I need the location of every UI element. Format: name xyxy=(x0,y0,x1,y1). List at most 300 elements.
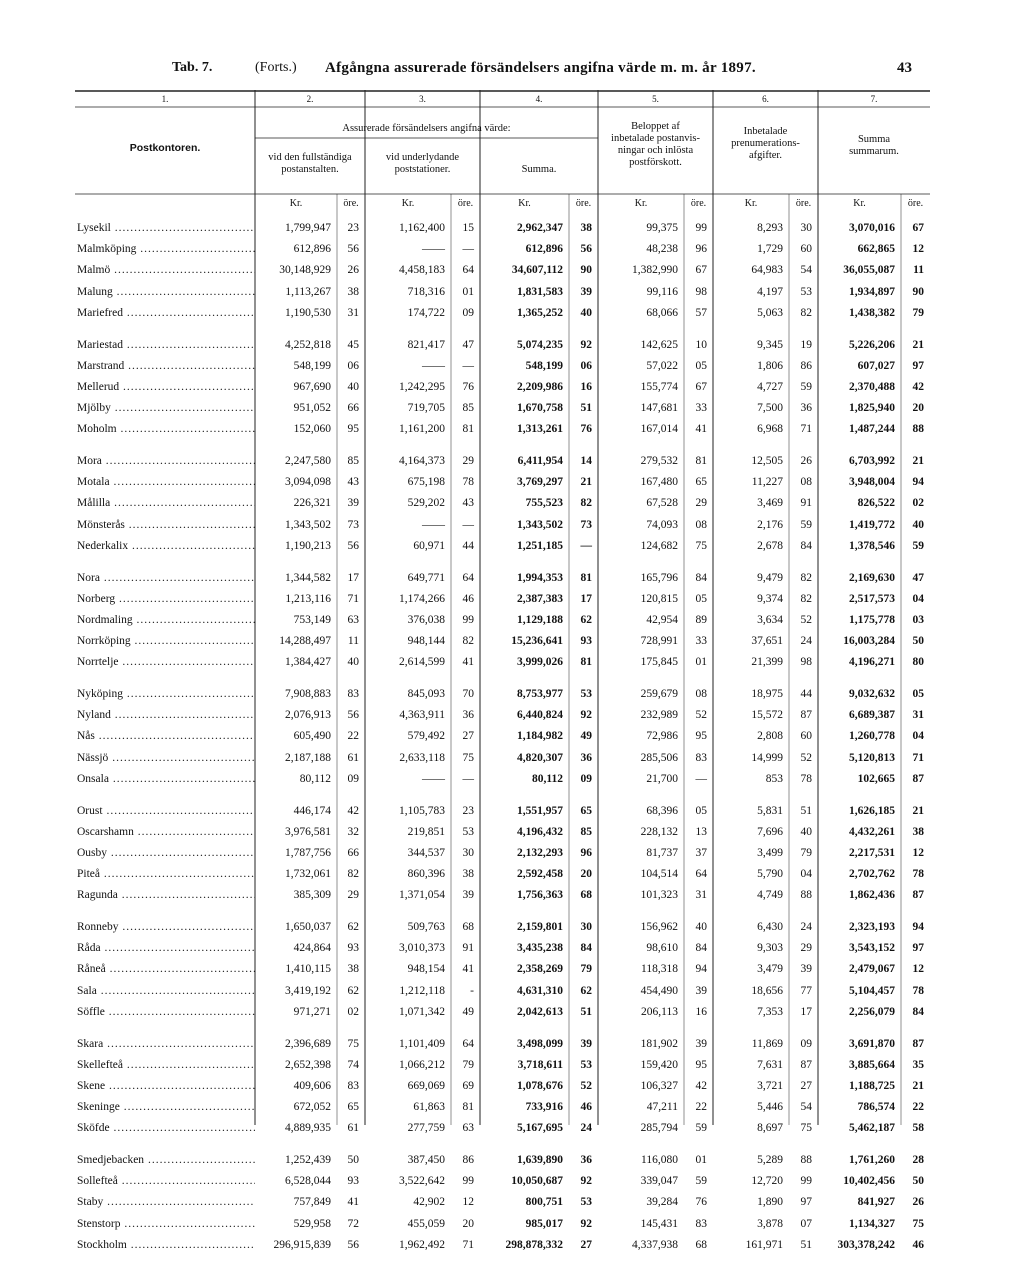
c4-kronor: 2,387,383 xyxy=(517,592,563,605)
c5-kronor: 124,682 xyxy=(640,539,678,552)
c5-kronor: 206,113 xyxy=(641,1005,678,1018)
c7-kronor: 3,691,870 xyxy=(849,1037,895,1050)
c3-ore: 36 xyxy=(462,709,474,722)
c3-kronor: 845,093 xyxy=(407,688,445,700)
post-office-name: Mönsterås ..... xyxy=(77,515,255,535)
c7-kronor: 5,104,457 xyxy=(849,984,895,997)
c6-ore: 59 xyxy=(800,518,812,531)
c2-kronor: 7,908,883 xyxy=(285,688,331,700)
c3-kronor: 948,144 xyxy=(407,635,445,648)
c4-ore: 09 xyxy=(580,772,592,785)
c3-kronor: 860,396 xyxy=(407,868,445,881)
c6-ore: 82 xyxy=(800,592,812,605)
c4-ore: 49 xyxy=(580,730,592,743)
c2-ore: 82 xyxy=(347,868,359,881)
c6-ore: 88 xyxy=(800,1154,812,1166)
c7-kronor: 1,188,725 xyxy=(849,1079,895,1092)
c7-ore: 79 xyxy=(912,306,924,319)
c2-kronor: 1,190,213 xyxy=(285,539,331,552)
c4-ore: 46 xyxy=(580,1101,592,1114)
c2-ore: 45 xyxy=(347,338,359,351)
c2-kronor: 753,149 xyxy=(293,613,331,626)
c4-kronor: 5,074,235 xyxy=(517,338,563,351)
c3-ore: - xyxy=(470,984,474,997)
c5-kronor: 159,420 xyxy=(640,1058,678,1071)
c2-kronor: 424,864 xyxy=(293,942,331,955)
c6-ore: 77 xyxy=(800,984,812,997)
c6-kronor: 2,176 xyxy=(757,518,783,531)
c7-kronor: 786,574 xyxy=(857,1101,895,1114)
c3-kronor: 1,174,266 xyxy=(399,592,445,605)
c7-ore: 21 xyxy=(912,338,924,351)
c3-ore: 27 xyxy=(462,730,474,743)
c3-kronor: 1,101,409 xyxy=(399,1037,445,1050)
c3-kronor: 60,971 xyxy=(413,539,445,552)
c6-kronor: 9,374 xyxy=(757,592,783,605)
c2-ore: 93 xyxy=(347,1175,359,1188)
c6-kronor: 11,869 xyxy=(751,1037,783,1050)
column-number-6: 6. xyxy=(762,94,769,104)
c2-ore: 31 xyxy=(347,306,359,319)
c6-ore: 79 xyxy=(800,846,812,859)
c3-kronor: 3,522,642 xyxy=(399,1175,445,1188)
c4-kronor: 1,639,890 xyxy=(517,1154,563,1166)
c7-ore: 02 xyxy=(912,497,924,510)
c2-kronor: 4,252,818 xyxy=(285,338,331,351)
c5-ore: 37 xyxy=(695,846,707,859)
c5-ore: 57 xyxy=(695,306,707,319)
unit-ore: öre. xyxy=(575,198,592,209)
post-office-name: Staby ..... xyxy=(77,1192,255,1212)
c6-ore: 39 xyxy=(800,963,812,976)
c5-kronor: 21,700 xyxy=(646,772,678,785)
c2-ore: 23 xyxy=(347,222,359,234)
c5-kronor: 101,323 xyxy=(640,889,678,902)
table-row xyxy=(75,864,930,884)
c2-kronor: 3,419,192 xyxy=(285,984,331,997)
c3-ore: 63 xyxy=(462,1122,474,1135)
unit-kr: Kr. xyxy=(744,198,758,209)
c5-ore: 89 xyxy=(695,613,707,626)
c3-ore: 69 xyxy=(462,1079,474,1092)
post-office-name: Söffle ..... xyxy=(77,1002,255,1022)
c2-ore: 17 xyxy=(347,571,359,584)
table-row xyxy=(75,377,930,397)
table-row xyxy=(75,1034,930,1054)
c4-kronor: 2,358,269 xyxy=(517,963,563,976)
c4-ore: 27 xyxy=(580,1238,592,1251)
c7-ore: 78 xyxy=(912,868,924,881)
table-row xyxy=(75,652,930,672)
c2-ore: 40 xyxy=(347,656,359,669)
c3-ore: 47 xyxy=(462,338,474,351)
c4-kronor: 298,878,332 xyxy=(505,1238,563,1251)
c7-kronor: 1,825,940 xyxy=(849,402,895,415)
c5-ore: 01 xyxy=(695,1154,707,1166)
c7-ore: 21 xyxy=(912,1079,924,1092)
c6-kronor: 37,651 xyxy=(751,635,783,648)
c2-kronor: 2,187,188 xyxy=(285,751,331,764)
table-row xyxy=(75,1055,930,1075)
table-row xyxy=(75,705,930,725)
c5-ore: 67 xyxy=(695,264,707,277)
col5-header-line: ningar och inlösta xyxy=(617,145,694,156)
c4-kronor: 733,916 xyxy=(525,1101,563,1114)
c7-ore: 75 xyxy=(912,1217,924,1230)
table-row xyxy=(75,1214,930,1234)
table-row xyxy=(75,493,930,513)
unit-kr: Kr. xyxy=(289,198,303,209)
c5-kronor: 228,132 xyxy=(640,825,678,838)
post-office-name: Stockholm ..... xyxy=(77,1235,255,1255)
c7-ore: 21 xyxy=(912,804,924,817)
table-row xyxy=(75,610,930,630)
c3-ore: 75 xyxy=(462,751,474,764)
c5-ore: 31 xyxy=(695,889,707,902)
c3-ore: 70 xyxy=(462,688,474,700)
c5-kronor: 68,066 xyxy=(646,306,678,319)
c3-kronor: 719,705 xyxy=(407,402,445,415)
c6-ore: 52 xyxy=(800,613,812,626)
c2-kronor: 3,094,098 xyxy=(285,476,331,489)
c7-kronor: 102,665 xyxy=(857,772,895,785)
c5-ore: 84 xyxy=(695,942,707,955)
c3-kronor: —— xyxy=(422,518,445,531)
c6-kronor: 1,890 xyxy=(757,1196,783,1209)
c3-ore: 64 xyxy=(462,1037,474,1050)
c7-ore: 04 xyxy=(912,730,924,743)
c4-ore: 79 xyxy=(580,963,592,976)
c4-ore: 81 xyxy=(580,571,592,584)
c5-kronor: 167,014 xyxy=(640,423,678,436)
c6-kronor: 3,878 xyxy=(757,1217,783,1230)
c3-ore: 44 xyxy=(462,539,474,552)
c6-ore: 04 xyxy=(800,868,812,881)
post-office-name: Mariefred ..... xyxy=(77,303,255,323)
c5-kronor: 68,396 xyxy=(646,804,678,817)
c3-ore: 23 xyxy=(462,804,474,817)
c6-kronor: 7,353 xyxy=(757,1005,783,1018)
table-row xyxy=(75,282,930,302)
c3-ore: 49 xyxy=(462,1005,474,1018)
c5-ore: 05 xyxy=(695,804,707,817)
post-office-name: Norrtelje ..... xyxy=(77,652,255,672)
c3-kronor: 1,105,783 xyxy=(399,804,445,817)
c7-kronor: 2,517,573 xyxy=(849,592,895,605)
post-office-name: Norrköping ..... xyxy=(77,631,255,651)
col3-header-line: poststationer. xyxy=(394,164,451,175)
c7-ore: 97 xyxy=(912,359,924,372)
c3-ore: — xyxy=(462,772,474,785)
c7-ore: 12 xyxy=(912,243,924,256)
c5-kronor: 99,375 xyxy=(646,222,678,234)
post-office-name: Ronneby ..... xyxy=(77,917,255,937)
c7-kronor: 1,761,260 xyxy=(849,1154,895,1166)
c7-ore: 22 xyxy=(912,1101,924,1114)
c4-ore: 21 xyxy=(580,476,592,489)
c5-ore: 08 xyxy=(695,688,707,700)
c2-ore: 85 xyxy=(347,455,359,467)
c3-ore: 81 xyxy=(462,1101,474,1114)
c6-ore: 86 xyxy=(800,359,812,372)
post-office-name: Malmköping ..... xyxy=(77,239,255,259)
c7-ore: 97 xyxy=(912,942,924,955)
c6-kronor: 5,289 xyxy=(757,1154,783,1166)
c7-kronor: 1,260,778 xyxy=(849,730,895,743)
c5-kronor: 142,625 xyxy=(640,338,678,351)
c6-kronor: 4,749 xyxy=(757,889,783,902)
table-row xyxy=(75,451,930,471)
c7-ore: 20 xyxy=(912,402,924,415)
post-office-name: Ousby ..... xyxy=(77,843,255,863)
c2-kronor: 605,490 xyxy=(293,730,331,743)
c6-kronor: 21,399 xyxy=(751,656,783,669)
c5-kronor: 339,047 xyxy=(640,1175,678,1188)
table-row xyxy=(75,589,930,609)
c2-ore: 61 xyxy=(347,751,359,764)
c5-ore: 13 xyxy=(695,825,707,838)
c4-ore: 20 xyxy=(580,868,592,881)
c4-ore: 52 xyxy=(580,1079,592,1092)
table-row xyxy=(75,843,930,863)
c6-ore: 24 xyxy=(800,635,812,648)
c6-ore: 97 xyxy=(800,1196,812,1209)
table-row xyxy=(75,981,930,1001)
c5-ore: 83 xyxy=(695,1217,707,1230)
c6-ore: 54 xyxy=(800,1101,812,1114)
c7-ore: 94 xyxy=(912,476,924,489)
c2-kronor: 971,271 xyxy=(293,1005,331,1018)
c5-ore: 41 xyxy=(695,423,707,436)
c3-ore: 41 xyxy=(462,963,474,976)
c6-ore: 71 xyxy=(800,423,812,436)
c6-kronor: 853 xyxy=(765,772,783,785)
c3-kronor: 649,771 xyxy=(407,571,445,584)
post-office-name: Marstrand ..... xyxy=(77,356,255,376)
c4-kronor: 8,753,977 xyxy=(517,688,563,700)
c4-ore: 85 xyxy=(580,825,592,838)
c3-ore: 79 xyxy=(462,1058,474,1071)
c7-ore: 50 xyxy=(912,1175,924,1188)
c4-ore: 53 xyxy=(580,1058,592,1071)
c5-kronor: 104,514 xyxy=(640,868,678,881)
c5-kronor: 4,337,938 xyxy=(632,1238,678,1251)
c2-kronor: 226,321 xyxy=(293,497,331,510)
c7-kronor: 1,487,244 xyxy=(849,423,895,436)
c2-ore: 74 xyxy=(347,1058,359,1071)
c4-kronor: 15,236,641 xyxy=(511,635,563,648)
c6-kronor: 3,499 xyxy=(757,846,783,859)
c5-kronor: 1,382,990 xyxy=(632,264,678,277)
c2-ore: 50 xyxy=(347,1154,359,1166)
table-row xyxy=(75,1002,930,1022)
table-row xyxy=(75,239,930,259)
c2-ore: 56 xyxy=(347,539,359,552)
c4-ore: 14 xyxy=(580,455,592,467)
c5-ore: 33 xyxy=(695,402,707,415)
c5-kronor: 156,962 xyxy=(640,921,678,933)
c4-kronor: 4,631,310 xyxy=(517,984,563,997)
c3-kronor: 821,417 xyxy=(407,338,445,351)
c3-ore: 12 xyxy=(462,1196,474,1209)
c4-kronor: 4,820,307 xyxy=(517,751,563,764)
post-office-name: Moholm ..... xyxy=(77,419,255,439)
c2-kronor: 1,252,439 xyxy=(285,1154,331,1166)
c5-kronor: 48,238 xyxy=(646,243,678,256)
c3-ore: 39 xyxy=(462,889,474,902)
post-office-name: Nyland ..... xyxy=(77,705,255,725)
table-row xyxy=(75,260,930,280)
c3-ore: 76 xyxy=(462,380,474,393)
c6-kronor: 5,831 xyxy=(757,804,783,817)
c7-kronor: 1,175,778 xyxy=(849,613,895,626)
c7-kronor: 5,226,206 xyxy=(849,338,895,351)
c5-ore: 01 xyxy=(695,656,707,669)
c4-kronor: 2,159,801 xyxy=(517,921,563,933)
c2-kronor: 80,112 xyxy=(299,772,331,785)
c5-kronor: 42,954 xyxy=(646,613,678,626)
c4-ore: 53 xyxy=(580,1196,592,1209)
c2-ore: 11 xyxy=(347,635,359,648)
c3-ore: 99 xyxy=(462,1175,474,1188)
c3-kronor: 42,902 xyxy=(413,1196,445,1209)
c6-ore: 51 xyxy=(800,804,812,817)
c7-ore: 87 xyxy=(912,1037,924,1050)
c6-kronor: 3,479 xyxy=(757,963,783,976)
c3-kronor: 376,038 xyxy=(407,613,445,626)
post-office-name: Skene ..... xyxy=(77,1076,255,1096)
post-office-name: Målilla ..... xyxy=(77,493,255,513)
c6-kronor: 7,696 xyxy=(757,825,783,838)
c4-ore: 38 xyxy=(580,222,592,234)
c4-ore: 92 xyxy=(580,709,592,722)
c7-kronor: 1,438,382 xyxy=(849,306,895,319)
c5-ore: 39 xyxy=(695,1037,707,1050)
c6-ore: 27 xyxy=(800,1079,812,1092)
column-number-2: 2. xyxy=(306,94,314,104)
c7-kronor: 4,196,271 xyxy=(849,656,895,669)
table-row xyxy=(75,726,930,746)
c6-ore: 98 xyxy=(800,656,812,669)
c2-kronor: 409,606 xyxy=(293,1079,331,1092)
c7-kronor: 36,055,087 xyxy=(843,264,895,277)
c4-ore: 62 xyxy=(580,984,592,997)
c4-ore: 92 xyxy=(580,1175,592,1188)
c3-ore: 71 xyxy=(462,1238,474,1251)
c7-kronor: 16,003,284 xyxy=(843,635,895,648)
c7-ore: 28 xyxy=(912,1154,924,1166)
c4-ore: 73 xyxy=(580,518,592,531)
c2-kronor: 612,896 xyxy=(293,243,331,256)
c7-ore: 12 xyxy=(912,963,924,976)
post-office-name: Malmö ..... xyxy=(77,260,255,280)
c6-kronor: 64,983 xyxy=(751,264,783,277)
c5-ore: 81 xyxy=(695,455,707,467)
c6-ore: 08 xyxy=(800,476,812,489)
c2-kronor: 1,344,582 xyxy=(285,571,331,584)
c7-ore: 12 xyxy=(912,846,924,859)
post-office-name: Nyköping ..... xyxy=(77,684,255,704)
c2-ore: 95 xyxy=(347,423,359,436)
c3-kronor: 1,212,118 xyxy=(399,984,445,997)
c4-kronor: 2,962,347 xyxy=(517,222,563,234)
c4-kronor: 1,831,583 xyxy=(517,285,563,298)
c5-ore: 05 xyxy=(695,359,707,372)
post-office-name: Norberg ..... xyxy=(77,589,255,609)
table-row xyxy=(75,536,930,556)
c2-kronor: 951,052 xyxy=(293,402,331,415)
c4-kronor: 1,313,261 xyxy=(517,423,563,436)
c3-ore: 01 xyxy=(462,285,474,298)
c5-kronor: 165,796 xyxy=(640,571,678,584)
c7-ore: 84 xyxy=(912,1005,924,1018)
c7-ore: 59 xyxy=(912,539,924,552)
c5-kronor: 47,211 xyxy=(646,1101,678,1114)
c3-ore: 30 xyxy=(462,846,474,859)
c5-ore: 95 xyxy=(695,1058,707,1071)
c6-kronor: 7,631 xyxy=(757,1058,783,1071)
c4-ore: 24 xyxy=(580,1122,592,1135)
post-office-name: Oscarshamn ..... xyxy=(77,822,255,842)
c6-ore: 07 xyxy=(800,1217,812,1230)
post-office-name: Motala ..... xyxy=(77,472,255,492)
c7-ore: 71 xyxy=(912,751,924,764)
col6-header-line: Inbetalade xyxy=(743,126,788,137)
col2-header-line: postanstalten. xyxy=(281,164,339,175)
c4-ore: 17 xyxy=(580,592,592,605)
c2-ore: 29 xyxy=(347,889,359,902)
c3-ore: 20 xyxy=(462,1217,474,1230)
c2-kronor: 1,190,530 xyxy=(285,306,331,319)
c2-kronor: 1,410,115 xyxy=(285,963,331,976)
c4-kronor: 2,592,458 xyxy=(517,868,563,881)
c3-kronor: 509,763 xyxy=(407,921,445,933)
c6-kronor: 12,720 xyxy=(751,1175,783,1188)
c4-kronor: 2,132,293 xyxy=(517,846,563,859)
c2-ore: 73 xyxy=(347,518,359,531)
c2-kronor: 529,958 xyxy=(293,1217,331,1230)
c6-ore: 17 xyxy=(800,1005,812,1018)
c2-ore: 38 xyxy=(347,285,359,298)
c6-kronor: 9,303 xyxy=(757,942,783,955)
col6-header xyxy=(713,126,818,162)
c2-ore: 66 xyxy=(347,846,359,859)
c4-ore: 16 xyxy=(580,380,592,393)
c5-kronor: 81,737 xyxy=(646,846,678,859)
c3-kronor: —— xyxy=(422,359,445,372)
c6-ore: 52 xyxy=(800,751,812,764)
c4-ore: 30 xyxy=(580,921,592,933)
c2-kronor: 296,915,839 xyxy=(273,1238,331,1251)
c3-kronor: 2,614,599 xyxy=(399,656,445,669)
c2-kronor: 152,060 xyxy=(293,423,331,436)
post-office-name: Nässjö ..... xyxy=(77,748,255,768)
c2-ore: 06 xyxy=(347,359,359,372)
c4-ore: 92 xyxy=(580,1217,592,1230)
c2-kronor: 967,690 xyxy=(293,380,331,393)
c5-kronor: 279,532 xyxy=(640,455,678,467)
c4-ore: 65 xyxy=(580,804,592,817)
c7-ore: 04 xyxy=(912,592,924,605)
post-office-name: Nora ..... xyxy=(77,568,255,588)
c6-kronor: 1,806 xyxy=(757,359,783,372)
table-row xyxy=(75,568,930,588)
c4-ore: 84 xyxy=(580,942,592,955)
c4-ore: 82 xyxy=(580,497,592,510)
table-row xyxy=(75,769,930,789)
post-office-name: Sala ..... xyxy=(77,981,255,1001)
c3-ore: — xyxy=(462,518,474,531)
